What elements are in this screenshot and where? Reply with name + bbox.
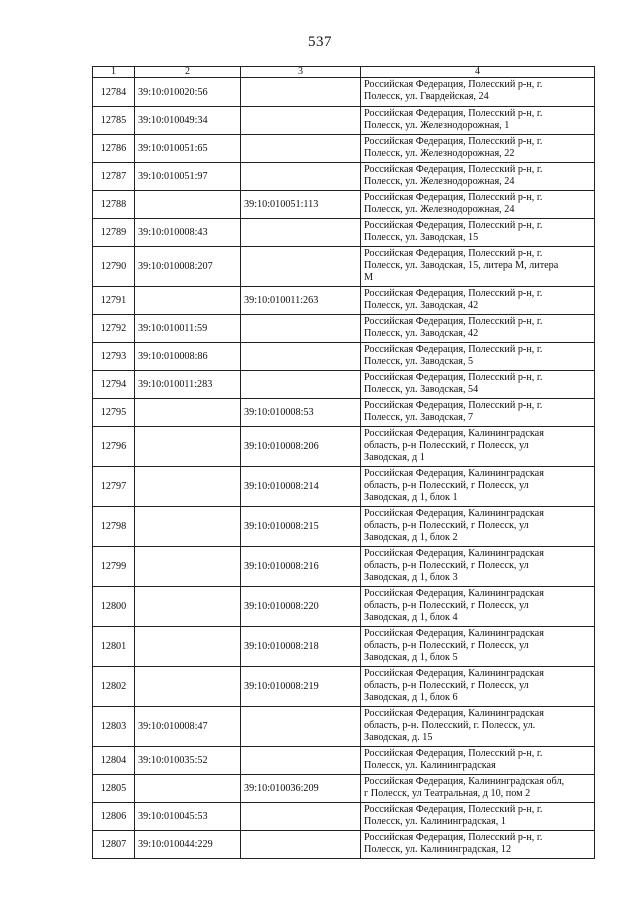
row-number-cell: 12805 bbox=[93, 775, 135, 803]
table-row bbox=[93, 287, 595, 315]
related-cadastral-number-cell bbox=[241, 78, 361, 107]
address-cell: Российская Федерация, Полесский р-н, г. Полесск, ул. Железнодорожная, 24 bbox=[361, 191, 595, 219]
row-number-cell: 12788 bbox=[93, 191, 135, 219]
table-row bbox=[93, 667, 595, 707]
row-number-cell: 12800 bbox=[93, 587, 135, 627]
address-cell: Российская Федерация, Полесский р-н, г. Полесск, ул. Калининградская, 12 bbox=[361, 831, 595, 859]
address-cell: Российская Федерация, Полесский р-н, г. Полесск, ул. Заводская, 7 bbox=[361, 399, 595, 427]
row-number-cell: 12793 bbox=[93, 343, 135, 371]
related-cadastral-number-cell: 39:10:010008:206 bbox=[241, 427, 361, 467]
cadastral-number-cell: 39:10:010020:56 bbox=[135, 78, 241, 107]
cadastral-number-cell: 39:10:010051:97 bbox=[135, 163, 241, 191]
cadastral-number-cell bbox=[135, 547, 241, 587]
table-row bbox=[93, 315, 595, 343]
address-cell: Российская Федерация, Полесский р-н, г. Полесск, ул. Железнодорожная, 1 bbox=[361, 107, 595, 135]
address-cell: Российская Федерация, Калининградская обл, г Полесск, ул Театральная, д 10, пом 2 bbox=[361, 775, 595, 803]
table-row bbox=[93, 399, 595, 427]
address-cell: Российская Федерация, Полесский р-н, г. Полесск, ул. Заводская, 5 bbox=[361, 343, 595, 371]
cadastral-number-cell: 39:10:010051:65 bbox=[135, 135, 241, 163]
address-cell: Российская Федерация, Полесский р-н, г. Полесск, ул. Калининградская bbox=[361, 747, 595, 775]
cadastral-number-cell bbox=[135, 191, 241, 219]
address-cell: Российская Федерация, Калининградская область, р-н Полесский, г Полесск, ул Заводская, д 1, блок 2 bbox=[361, 507, 595, 547]
related-cadastral-number-cell bbox=[241, 163, 361, 191]
registry-table bbox=[92, 66, 595, 859]
address-cell: Российская Федерация, Полесский р-н, г. Полесск, ул. Заводская, 42 bbox=[361, 315, 595, 343]
cadastral-number-cell: 39:10:010045:53 bbox=[135, 803, 241, 831]
address-cell: Российская Федерация, Полесский р-н, г. Полесск, ул. Железнодорожная, 24 bbox=[361, 163, 595, 191]
row-number-cell: 12807 bbox=[93, 831, 135, 859]
cadastral-number-cell bbox=[135, 287, 241, 315]
related-cadastral-number-cell bbox=[241, 343, 361, 371]
cadastral-number-cell: 39:10:010011:59 bbox=[135, 315, 241, 343]
table-row bbox=[93, 547, 595, 587]
cadastral-number-cell bbox=[135, 467, 241, 507]
table-row bbox=[93, 135, 595, 163]
cadastral-number-cell bbox=[135, 667, 241, 707]
related-cadastral-number-cell bbox=[241, 831, 361, 859]
address-cell: Российская Федерация, Калининградская область, р-н Полесский, г Полесск, ул Заводская, д 1 bbox=[361, 427, 595, 467]
related-cadastral-number-cell bbox=[241, 107, 361, 135]
table-header-row bbox=[93, 67, 595, 78]
cadastral-number-cell bbox=[135, 507, 241, 547]
row-number-cell: 12791 bbox=[93, 287, 135, 315]
table-row bbox=[93, 247, 595, 287]
table-row bbox=[93, 371, 595, 399]
row-number-cell: 12790 bbox=[93, 247, 135, 287]
table-row bbox=[93, 831, 595, 859]
cadastral-number-cell bbox=[135, 775, 241, 803]
related-cadastral-number-cell: 39:10:010036:209 bbox=[241, 775, 361, 803]
row-number-cell: 12787 bbox=[93, 163, 135, 191]
related-cadastral-number-cell bbox=[241, 707, 361, 747]
page-number: 537 bbox=[308, 34, 332, 50]
address-cell: Российская Федерация, Калининградская область, р-н Полесский, г Полесск, ул Заводская, д 1, блок 4 bbox=[361, 587, 595, 627]
column-header-1: 1 bbox=[93, 67, 135, 78]
address-cell: Российская Федерация, Калининградская область, р-н Полесский, г Полесск, ул Заводская, д 1, блок 5 bbox=[361, 627, 595, 667]
row-number-cell: 12795 bbox=[93, 399, 135, 427]
column-header-2: 2 bbox=[135, 67, 241, 78]
address-cell: Российская Федерация, Калининградская область, р-н. Полесский, г. Полесск, ул. Заводская, д. 15 bbox=[361, 707, 595, 747]
related-cadastral-number-cell bbox=[241, 135, 361, 163]
related-cadastral-number-cell bbox=[241, 747, 361, 775]
cadastral-number-cell bbox=[135, 627, 241, 667]
cadastral-number-cell bbox=[135, 427, 241, 467]
related-cadastral-number-cell: 39:10:010008:214 bbox=[241, 467, 361, 507]
table-row bbox=[93, 775, 595, 803]
address-cell: Российская Федерация, Полесский р-н, г. Полесск, ул. Гвардейская, 24 bbox=[361, 78, 595, 107]
cadastral-number-cell: 39:10:010008:86 bbox=[135, 343, 241, 371]
row-number-cell: 12804 bbox=[93, 747, 135, 775]
row-number-cell: 12806 bbox=[93, 803, 135, 831]
related-cadastral-number-cell: 39:10:010008:219 bbox=[241, 667, 361, 707]
table-row bbox=[93, 343, 595, 371]
row-number-cell: 12784 bbox=[93, 78, 135, 107]
row-number-cell: 12799 bbox=[93, 547, 135, 587]
related-cadastral-number-cell: 39:10:010008:53 bbox=[241, 399, 361, 427]
address-cell: Российская Федерация, Калининградская область, р-н Полесский, г Полесск, ул Заводская, д 1, блок 3 bbox=[361, 547, 595, 587]
cadastral-number-cell bbox=[135, 399, 241, 427]
row-number-cell: 12796 bbox=[93, 427, 135, 467]
table-row bbox=[93, 427, 595, 467]
cadastral-number-cell: 39:10:010008:47 bbox=[135, 707, 241, 747]
related-cadastral-number-cell: 39:10:010011:263 bbox=[241, 287, 361, 315]
row-number-cell: 12802 bbox=[93, 667, 135, 707]
address-cell: Российская Федерация, Полесский р-н, г. Полесск, ул. Железнодорожная, 22 bbox=[361, 135, 595, 163]
address-cell: Российская Федерация, Калининградская область, р-н Полесский, г Полесск, ул Заводская, д 1, блок 6 bbox=[361, 667, 595, 707]
table-row bbox=[93, 507, 595, 547]
related-cadastral-number-cell: 39:10:010008:218 bbox=[241, 627, 361, 667]
row-number-cell: 12786 bbox=[93, 135, 135, 163]
row-number-cell: 12789 bbox=[93, 219, 135, 247]
cadastral-number-cell: 39:10:010008:43 bbox=[135, 219, 241, 247]
table-row bbox=[93, 163, 595, 191]
cadastral-number-cell: 39:10:010035:52 bbox=[135, 747, 241, 775]
table-row bbox=[93, 627, 595, 667]
table-row bbox=[93, 219, 595, 247]
row-number-cell: 12785 bbox=[93, 107, 135, 135]
column-header-3: 3 bbox=[241, 67, 361, 78]
table-row bbox=[93, 747, 595, 775]
address-cell: Российская Федерация, Полесский р-н, г. Полесск, ул. Заводская, 15 bbox=[361, 219, 595, 247]
cadastral-number-cell: 39:10:010011:283 bbox=[135, 371, 241, 399]
cadastral-number-cell: 39:10:010049:34 bbox=[135, 107, 241, 135]
cadastral-number-cell: 39:10:010008:207 bbox=[135, 247, 241, 287]
related-cadastral-number-cell bbox=[241, 371, 361, 399]
row-number-cell: 12797 bbox=[93, 467, 135, 507]
column-header-4: 4 bbox=[361, 67, 595, 78]
address-cell: Российская Федерация, Полесский р-н, г. Полесск, ул. Заводская, 54 bbox=[361, 371, 595, 399]
table-row bbox=[93, 191, 595, 219]
row-number-cell: 12803 bbox=[93, 707, 135, 747]
cadastral-number-cell: 39:10:010044:229 bbox=[135, 831, 241, 859]
related-cadastral-number-cell bbox=[241, 803, 361, 831]
row-number-cell: 12798 bbox=[93, 507, 135, 547]
table-row bbox=[93, 107, 595, 135]
table-row bbox=[93, 78, 595, 107]
table-row bbox=[93, 587, 595, 627]
row-number-cell: 12801 bbox=[93, 627, 135, 667]
row-number-cell: 12792 bbox=[93, 315, 135, 343]
related-cadastral-number-cell: 39:10:010008:215 bbox=[241, 507, 361, 547]
table-row bbox=[93, 707, 595, 747]
related-cadastral-number-cell: 39:10:010051:113 bbox=[241, 191, 361, 219]
related-cadastral-number-cell bbox=[241, 219, 361, 247]
related-cadastral-number-cell: 39:10:010008:220 bbox=[241, 587, 361, 627]
table-row bbox=[93, 467, 595, 507]
address-cell: Российская Федерация, Полесский р-н, г. Полесск, ул. Калининградская, 1 bbox=[361, 803, 595, 831]
address-cell: Российская Федерация, Калининградская область, р-н Полесский, г Полесск, ул Заводская, д 1, блок 1 bbox=[361, 467, 595, 507]
cadastral-number-cell bbox=[135, 587, 241, 627]
related-cadastral-number-cell bbox=[241, 315, 361, 343]
related-cadastral-number-cell: 39:10:010008:216 bbox=[241, 547, 361, 587]
related-cadastral-number-cell bbox=[241, 247, 361, 287]
table-row bbox=[93, 803, 595, 831]
row-number-cell: 12794 bbox=[93, 371, 135, 399]
address-cell: Российская Федерация, Полесский р-н, г. Полесск, ул. Заводская, 42 bbox=[361, 287, 595, 315]
table-body bbox=[93, 78, 595, 859]
address-cell: Российская Федерация, Полесский р-н, г. Полесск, ул. Заводская, 15, литера М, литера М bbox=[361, 247, 595, 287]
